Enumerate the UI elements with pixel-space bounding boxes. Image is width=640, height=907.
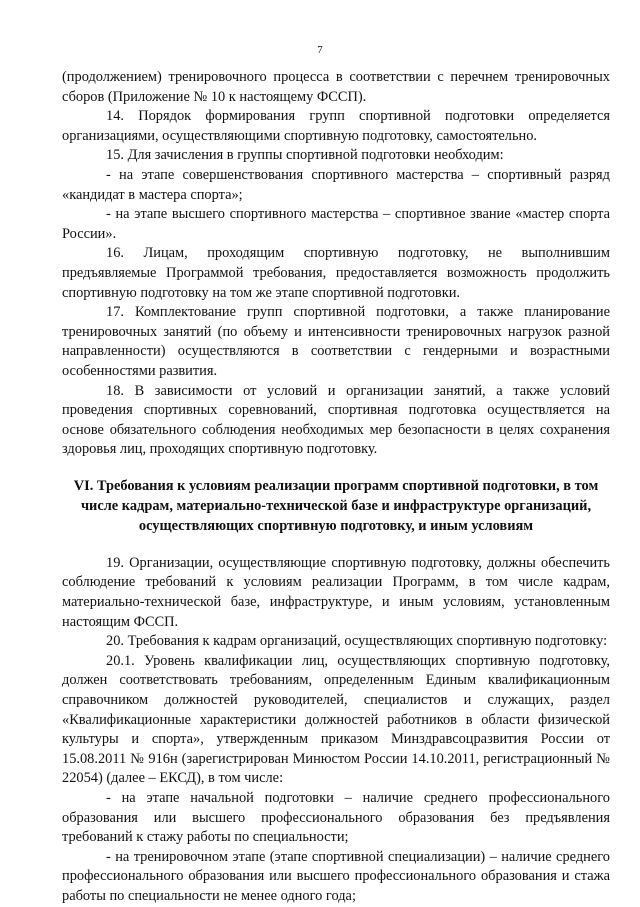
- paragraph-continuation: (продолжением) тренировочного процесса в соответствии с перечнем тренировочных сборов (Приложение № 10 к настоящему ФССП).: [62, 69, 610, 105]
- document-body: [62, 68, 610, 907]
- paragraph-16: 16. Лицам, проходящим спортивную подготовку, не выполнившим предъявляемые Программой требования, предоставляется возможность продолжить спортивную подготовку на том же этапе спортивной подготовки.: [62, 245, 610, 301]
- paragraph-19: 19. Организации, осуществляющие спортивную подготовку, должны обеспечить соблюдение требований к условиям реализации Программ, в том числе кадрам, материально-технической базе, инфраструктуре, и иным условиям, установленным настоящим ФССП.: [62, 554, 610, 630]
- page-number: 7: [317, 44, 323, 56]
- paragraph-15: 15. Для зачисления в группы спортивной подготовки необходим:: [106, 147, 504, 164]
- paragraph-20-1: 20.1. Уровень квалификации лиц, осуществляющих спортивную подготовку, должен соответствовать требованиям, определенным Единым квалификационным справочником должностей руководителей, специалистов и служащих, раздел «Квалификационные характеристики должностей работников в области физической культуры и спорта», утвержденным приказом Минздравсоцразвития России от 15.08.2011 № 916н (зарегистрирован Минюстом России 14.10.2011, регистрационный № 22054) (далее – ЕКСД), в том числе:: [62, 652, 610, 787]
- paragraph-20: 20. Требования к кадрам организаций, осуществляющих спортивную подготовку:: [106, 633, 608, 650]
- list-item-vsm: - на этапе высшего спортивного мастерства – спортивное звание «мастер спорта России».: [62, 206, 610, 242]
- list-item-initial-stage: - на этапе начальной подготовки – наличие среднего профессионального образования или высшего профессионального образования без предъявления требований к стажу работы по специальности;: [62, 790, 610, 846]
- paragraph-17: 17. Комплектование групп спортивной подготовки, а также планирование тренировочных занятий (по объему и интенсивности тренировочных нагрузок разной направленности) осуществляются в соответствии с гендерными и возрастными особенностями развития.: [62, 304, 610, 379]
- list-item-ssm: - на этапе совершенствования спортивного мастерства – спортивный разряд «кандидат в мастера спорта»;: [62, 166, 610, 203]
- paragraph-14: 14. Порядок формирования групп спортивной подготовки определяется организациями, осуществляющими спортивную подготовку, самостоятельно.: [62, 108, 610, 144]
- section-heading: VI. Требования к условиям реализации программ спортивной подготовки, в том числе кадрам, материально-технической базе и инфраструктуре организаций, осуществляющих спортивную подготовку, и иным условиям: [73, 477, 599, 534]
- paragraph-18: 18. В зависимости от условий и организации занятий, а также условий проведения спортивных соревнований, спортивная подготовка осуществляется на основе обязательного соблюдения необходимых мер безопасности в целях сохранения здоровья лиц, проходящих спортивную подготовку.: [62, 382, 610, 458]
- list-item-training-stage: - на тренировочном этапе (этапе спортивной специализации) – наличие среднего профессионального образования или высшего профессионального образования и стажа работы по специальности не менее одного года;: [62, 848, 610, 904]
